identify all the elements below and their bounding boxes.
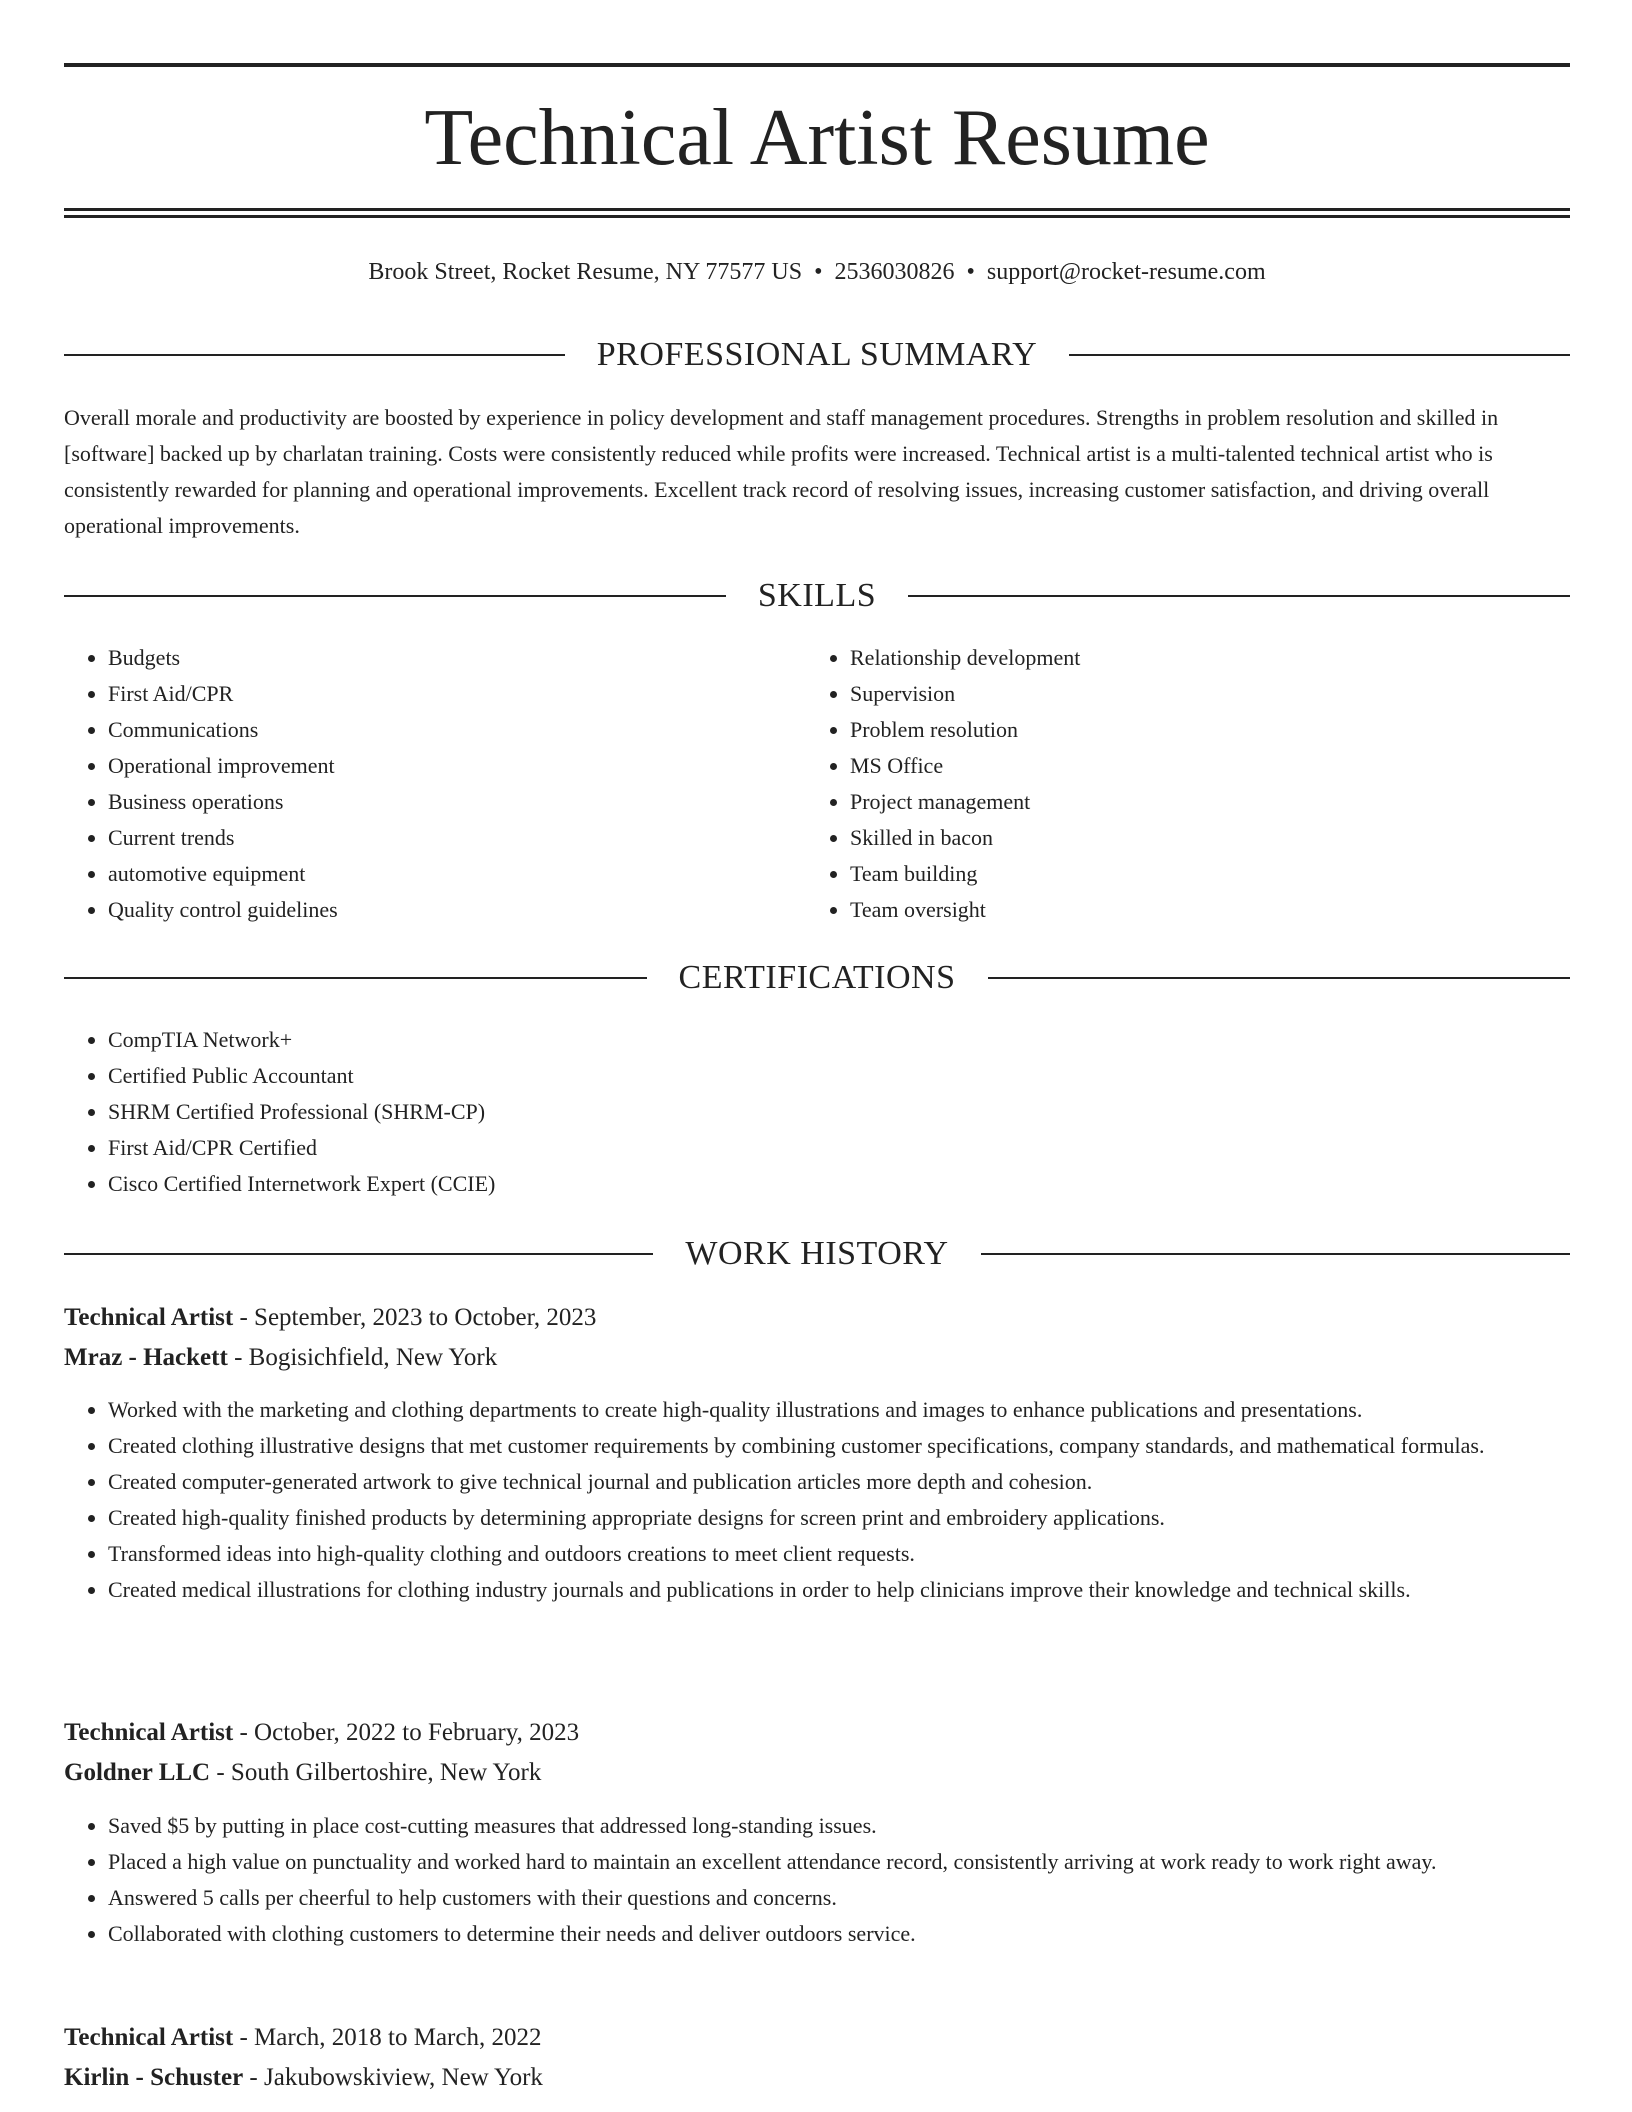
contact-email: support@rocket-resume.com [986,259,1266,285]
job-location: - Bogisichfield, New York [227,1344,498,1371]
job-title: Technical Artist [64,2024,234,2051]
skill-item: • Quality control guidelines [108,892,788,928]
job-dates: - October, 2022 to February, 2023 [233,1719,580,1746]
job-title: Technical Artist [64,1719,234,1746]
skill-item: • First Aid/CPR [108,676,788,712]
certifications-list [64,1022,1508,1202]
job-title-line [64,1713,1570,1753]
skill-item: • Communications [108,712,788,748]
certifications-heading-label: CERTIFICATIONS [678,959,956,996]
job-dates: - March, 2018 to March, 2022 [233,2024,542,2051]
job-bullet: • Created clothing illustrative designs that met customer requirements by combining customer specifications, company standards, and mathematical formulas. [108,1428,1614,1464]
certification-item: • First Aid/CPR Certified [108,1130,1508,1166]
job-bullets [64,1392,1614,1608]
contact-separator: • [966,259,975,285]
job-bullet: • Transformed ideas into high-quality clothing and outdoors creations to meet client requests. [108,1536,1614,1572]
contact-line [64,254,1570,290]
certification-item: • CompTIA Network+ [108,1022,1508,1058]
skill-item: • Project management [850,784,1550,820]
job-company-line [64,1338,1570,1378]
job-bullet: • Worked with the marketing and clothing departments to create high-quality illustrations and images to enhance publications and presentations. [108,1392,1614,1428]
skill-item: • Operational improvement [108,748,788,784]
summary-heading [64,333,1570,377]
job-location: - Jakubowskiview, New York [243,2064,543,2091]
contact-separator: • [814,259,823,285]
contact-phone: 2536030826 [834,259,955,285]
job-bullet: • Created computer-generated artwork to give technical journal and publication articles more depth and cohesion. [108,1464,1614,1500]
heading-rule-left [64,595,726,597]
title-double-rule [64,208,1570,218]
skills-list-right [806,640,1550,928]
skill-item: • Team oversight [850,892,1550,928]
job-bullet: • Created high-quality finished products by determining appropriate designs for screen print and embroidery applications. [108,1500,1614,1536]
job-dates: - September, 2023 to October, 2023 [233,1304,597,1331]
job-bullet: • Placed a high value on punctuality and worked hard to maintain an excellent attendance record, consistently arriving at work ready to work right away. [108,1844,1614,1880]
skills-heading-label: SKILLS [757,577,877,614]
job-bullet: • Created medical illustrations for clothing industry journals and publications in order to help clinicians improve their knowledge and technical skills. [108,1572,1614,1608]
top-rule [64,63,1570,67]
page-title: Technical Artist Resume [424,94,1210,182]
job-location: - South Gilbertoshire, New York [210,1759,542,1786]
skill-item: • automotive equipment [108,856,788,892]
job-company-line [64,1753,1570,1793]
skill-item: • Current trends [108,820,788,856]
job-bullets [64,1808,1614,1952]
skills-heading [64,574,1570,618]
certification-item: • SHRM Certified Professional (SHRM-CP) [108,1094,1508,1130]
summary-heading-label: PROFESSIONAL SUMMARY [596,336,1038,373]
work-history-heading [64,1232,1570,1276]
certification-item: • Certified Public Accountant [108,1058,1508,1094]
job-company-line [64,2058,1570,2098]
summary-text: Overall morale and productivity are boosted by experience in policy development and staff management procedures. Strengths in problem resolution and skilled in [software] backed up by charlatan training. Costs were consistently reduced while profits were increased. Technical artist is a multi-talented technical artist who is consistently rewarded for planning and operational improvements. Excellent track record of resolving issues, increasing customer satisfaction, and driving overall operational improvements. [64,405,1499,538]
heading-rule-right [988,977,1571,979]
contact-address: Brook Street, Rocket Resume, NY 77577 US [368,259,803,285]
certifications-heading [64,956,1570,1000]
skill-item: • MS Office [850,748,1550,784]
skill-item: • Skilled in bacon [850,820,1550,856]
job-bullet: • Saved $5 by putting in place cost-cutting measures that addressed long-standing issues. [108,1808,1614,1844]
skill-item: • Budgets [108,640,788,676]
skill-item: • Supervision [850,676,1550,712]
heading-rule-left [64,1253,653,1255]
heading-rule-left [64,977,647,979]
job-company: Kirlin - Schuster [64,2064,244,2091]
job-title-line [64,2018,1570,2058]
certification-item: • Cisco Certified Internetwork Expert (CCIE) [108,1166,1508,1202]
job-title-line [64,1298,1570,1338]
heading-rule-right [908,595,1570,597]
job-company: Goldner LLC [64,1759,211,1786]
job-bullet: • Collaborated with clothing customers to determine their needs and deliver outdoors service. [108,1916,1614,1952]
heading-rule-right [1069,354,1570,356]
job-title: Technical Artist [64,1304,234,1331]
skill-item: • Problem resolution [850,712,1550,748]
heading-rule-left [64,354,565,356]
job-company: Mraz - Hackett [64,1344,228,1371]
heading-rule-right [981,1253,1570,1255]
skill-item: • Relationship development [850,640,1550,676]
skill-item: • Team building [850,856,1550,892]
job-bullet: • Answered 5 calls per cheerful to help customers with their questions and concerns. [108,1880,1614,1916]
skills-list-left [64,640,788,928]
skill-item: • Business operations [108,784,788,820]
work-history-heading-label: WORK HISTORY [685,1235,949,1272]
